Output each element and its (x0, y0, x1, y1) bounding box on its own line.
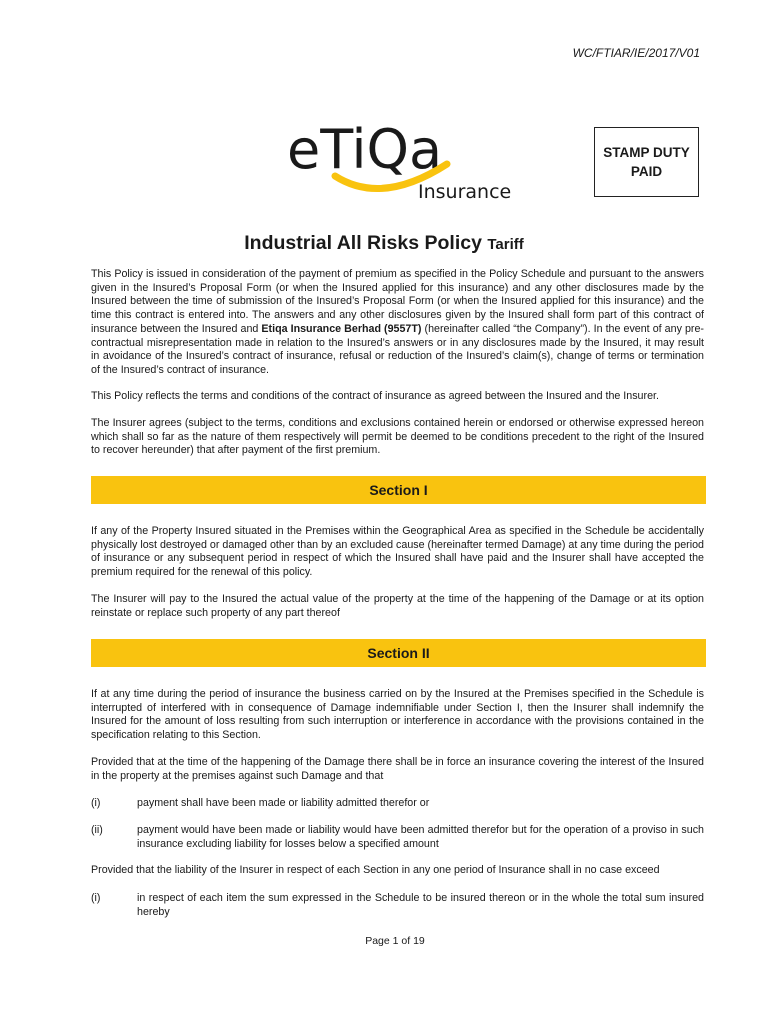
section-2-heading: Section II (91, 639, 706, 667)
stamp-line-1: STAMP DUTY (603, 145, 690, 160)
page-number: Page 1 of 19 (365, 935, 425, 947)
stamp-line-2: PAID (630, 164, 663, 179)
etiqa-logo (287, 116, 517, 206)
list-item-text: in respect of each item the sum expressed in the Schedule to be insured thereon or in the whole the total sum insured hereby (137, 892, 704, 918)
section-2-paragraph-3: Provided that the liability of the Insurer in respect of each Section in any one period of Insurance shall in no case exceed (91, 864, 660, 876)
logo-wordmark: eTiQa (287, 118, 443, 181)
section-2-paragraph-1: If at any time during the period of insurance the business carried on by the Insured at the Premises specified in the Schedule is interrupted of interfered with in consequence of Damage indemnifiable under Section I, then the Insurer shall indemnify the Insured for the amount of loss resulting from such interruption or interference in accordance with the provisions contained in the specification relating to this Section. (91, 688, 704, 742)
page-title (0, 232, 768, 255)
intro-p1-end: (hereinafter called “the Company”). In the event of any pre-contractual misrepresentation made in relation to the Insured’s answers or in any disclosures made by the Insured, it may result in avoidance of the Insured’s contract of insurance, refusal or reduction of the Insured’s claim(s), change of terms or termination of the Insured’s contract of insurance. (91, 322, 704, 376)
etiqa-logo-mark (287, 116, 517, 206)
list-item-number: (i) (91, 892, 101, 904)
list-item-number: (i) (91, 797, 101, 809)
section-1-paragraph-2: The Insurer will pay to the Insured the actual value of the property at the time of the happening of the Damage or at its option reinstate or replace such property of any part thereof (91, 593, 704, 619)
document-reference: WC/FTIAR/IE/2017/V01 (572, 46, 700, 60)
intro-paragraph-3: The Insurer agrees (subject to the terms, conditions and exclusions contained herein or endorsed or otherwise expressed hereon which shall so far as the nature of them respectively will permit be deemed to be conditions precedent to the right of the Insured to recover hereunder) that after payment of the first premium. (91, 417, 704, 457)
intro-paragraph-1 (91, 268, 704, 378)
section-1-heading: Section I (91, 476, 706, 504)
intro-p1-start: This Policy is issued in consideration of the payment of premium as specified in the Policy Schedule and pursuant to the answers given in the Insured’s Proposal Form (or when the Insured applied for this insurance) and any other disclosures made by the Insured between the time of submission of the Insured’s Proposal Form (or when the Insured applied for this insurance) and the time this contract is entered into. The answers and any other disclosures given by the Insured shall form part of this contract of insurance between the Insured and (91, 268, 704, 335)
intro-paragraph-2: This Policy reflects the terms and conditions of the contract of insurance as agreed between the Insured and the Insurer. (91, 390, 659, 402)
list-item-text: payment shall have been made or liability admitted therefor or (137, 797, 430, 809)
list-item-number: (ii) (91, 824, 103, 836)
company-name: Etiqa Insurance Berhad (9557T) (261, 322, 422, 335)
section-2-paragraph-2: Provided that at the time of the happening of the Damage there shall be in force an insurance covering the interest of the Insured in the property at the premises against such Damage and that (91, 756, 704, 782)
title-main: Industrial All Risks Policy (244, 232, 482, 254)
section-1-paragraph-1: If any of the Property Insured situated in the Premises within the Geographical Area as specified in the Schedule be accidentally physically lost destroyed or damaged other than by an excluded cause (hereinafter termed Damage) at any time during the period of insurance or any subsequent period in respect of which the Insured shall have paid and the Insurer shall have accepted the premium required for the renewal of this policy. (91, 525, 704, 579)
title-sub: Tariff (487, 236, 524, 253)
stamp-duty-box (594, 127, 699, 197)
list-item-text: payment would have been made or liability would have been admitted therefor but for the operation of a proviso in such insurance excluding liability for losses below a specified amount (137, 824, 704, 850)
logo-subtitle: Insurance (418, 181, 512, 203)
